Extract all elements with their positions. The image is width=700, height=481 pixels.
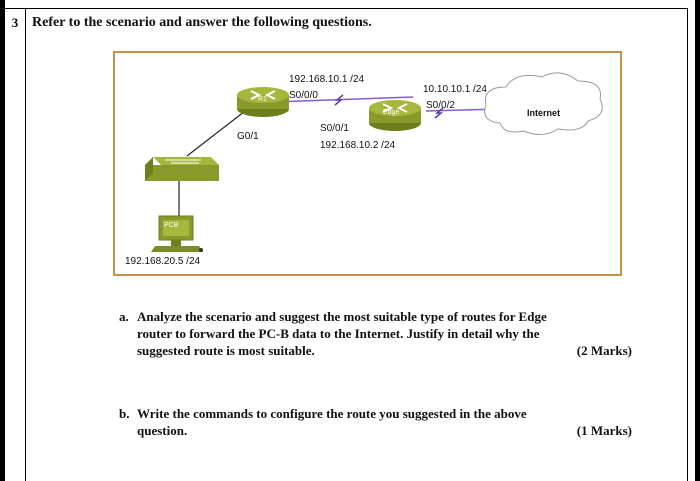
- question-number-cell: [5, 8, 26, 481]
- part-b-line-2: question.: [137, 423, 188, 438]
- edge-device-label: Edge: [383, 109, 400, 116]
- part-b-letter: b.: [119, 406, 130, 421]
- part-b-line-1: Write the commands to configure the route you suggested in the above: [137, 406, 527, 421]
- edge-s002-interface-label: S0/0/2: [426, 100, 455, 111]
- question-heading: Refer to the scenario and answer the following questions.: [32, 15, 372, 30]
- internet-label: Internet: [527, 108, 561, 118]
- edge-s001-ip-label: 192.168.10.2 /24: [320, 140, 396, 151]
- part-a: [119, 308, 632, 359]
- r1-s000-interface-label: S0/0/0: [289, 90, 318, 101]
- internet-cloud-icon: [485, 73, 603, 135]
- part-a-line-3: suggested route is most suitable.: [137, 343, 315, 358]
- question-sheet: [5, 0, 695, 481]
- pc-device-label: PCB: [164, 222, 179, 229]
- part-b-marks: (1 Marks): [576, 423, 632, 438]
- network-diagram: [113, 51, 622, 276]
- part-a-marks: (2 Marks): [576, 343, 632, 358]
- part-a-line-1: Analyze the scenario and suggest the most suitable type of routes for Edge: [137, 309, 547, 324]
- edge-s001-interface-label: S0/0/1: [320, 123, 349, 134]
- table-right-border: [687, 8, 688, 481]
- part-a-line-2: router to forward the PC-B data to the Internet. Justify in detail why the: [137, 326, 540, 341]
- r1-device-label: R1: [258, 96, 267, 103]
- edge-s002-ip-label: 10.10.10.1 /24: [423, 84, 487, 95]
- question-number: 3: [11, 15, 19, 30]
- serial-zigzag-icon: [335, 95, 343, 105]
- r1-g01-interface-label: G0/1: [237, 131, 259, 142]
- part-b: [119, 405, 632, 439]
- switch-icon: [145, 157, 219, 181]
- part-a-letter: a.: [119, 309, 129, 324]
- topology-graphic: [115, 53, 620, 274]
- r1-s000-ip-label: 192.168.10.1 /24: [289, 74, 365, 85]
- pc-b-ip-label: 192.168.20.5 /24: [125, 256, 201, 267]
- table-top-border: [5, 8, 688, 9]
